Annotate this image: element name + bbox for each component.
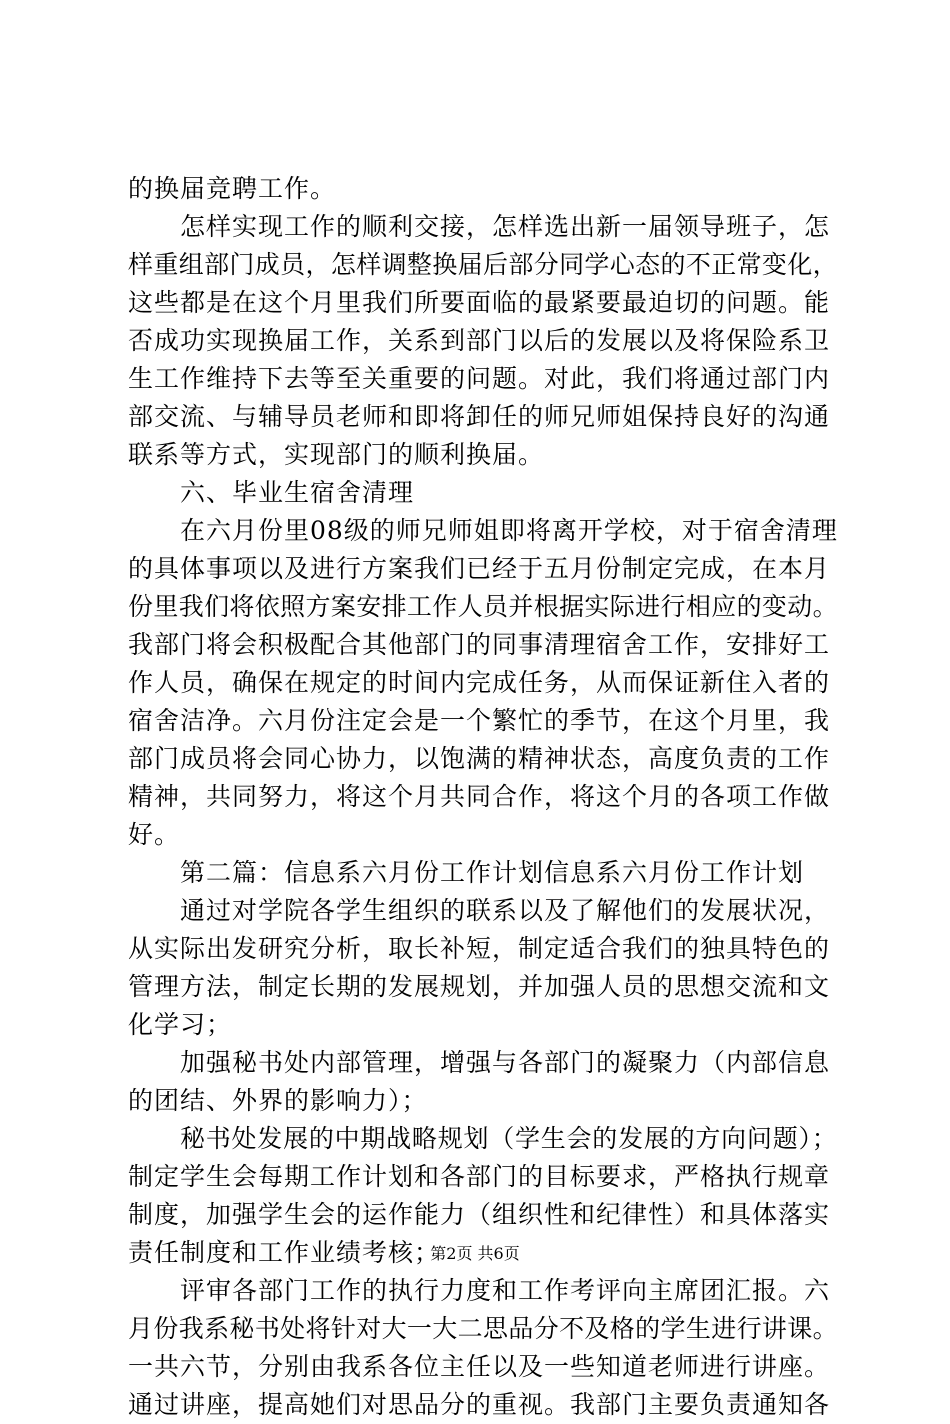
text-line: 化学习； — [128, 1010, 233, 1039]
text-line: 月份我系秘书处将针对大一大二思品分不及格的学生进行讲课。 — [128, 1314, 839, 1343]
text-line: 秘书处发展的中期战略规划（学生会的发展的方向问题）； — [180, 1124, 838, 1153]
text-line: 在六月份里08级的师兄师姐即将离开学校，对于宿舍清理 — [180, 516, 838, 545]
page-number-footer: 第2页 共6页 — [430, 1244, 520, 1263]
text-line: 制定学生会每期工作计划和各部门的目标要求，严格执行规章 — [128, 1162, 831, 1191]
text-line: 一共六节，分别由我系各位主任以及一些知道老师进行讲座。 — [128, 1352, 831, 1381]
text-line: 管理方法，制定长期的发展规划，并加强人员的思想交流和文 — [128, 972, 831, 1001]
text-line: 通过讲座，提高她们对思品分的重视。我部门主要负责通知各 — [128, 1390, 831, 1419]
text-line: 怎样实现工作的顺利交接，怎样选出新一届领导班子，怎 — [180, 212, 831, 241]
text-line: 部门成员将会同心协力，以饱满的精神状态，高度负责的工作 — [128, 744, 831, 773]
text-line: 的团结、外界的影响力）； — [128, 1086, 428, 1115]
text-line: 样重组部门成员，怎样调整换届后部分同学心态的不正常变化， — [128, 250, 839, 279]
text-line: 联系等方式，实现部门的顺利换届。 — [128, 440, 545, 469]
text-line: 第二篇：信息系六月份工作计划信息系六月份工作计划 — [180, 858, 805, 887]
document-body — [128, 170, 838, 1424]
text-line: 评审各部门工作的执行力度和工作考评向主席团汇报。六 — [180, 1276, 831, 1305]
text-line: 否成功实现换届工作，关系到部门以后的发展以及将保险系卫 — [128, 326, 831, 355]
text-line: 制度，加强学生会的运作能力（组织性和纪律性）和具体落实 — [128, 1200, 831, 1229]
text-line: 六、毕业生宿舍清理 — [180, 478, 415, 507]
text-line: 宿舍洁净。六月份注定会是一个繁忙的季节，在这个月里，我 — [128, 706, 831, 735]
text-line: 好。 — [128, 820, 181, 849]
text-line: 责任制度和工作业绩考核； — [128, 1238, 441, 1267]
text-line: 通过对学院各学生组织的联系以及了解他们的发展状况， — [180, 896, 831, 925]
text-line: 份里我们将依照方案安排工作人员并根据实际进行相应的变动。 — [128, 592, 839, 621]
text-line: 加强秘书处内部管理，增强与各部门的凝聚力（内部信息 — [180, 1048, 831, 1077]
text-line: 部交流、与辅导员老师和即将卸任的师兄师姐保持良好的沟通 — [128, 402, 831, 431]
text-line: 的具体事项以及进行方案我们已经于五月份制定完成，在本月 — [128, 554, 831, 583]
text-line: 精神，共同努力，将这个月共同合作，将这个月的各项工作做 — [128, 782, 831, 811]
text-line: 作人员，确保在规定的时间内完成任务，从而保证新住入者的 — [128, 668, 831, 697]
text-line: 我部门将会积极配合其他部门的同事清理宿舍工作，安排好工 — [128, 630, 831, 659]
text-line: 这些都是在这个月里我们所要面临的最紧要最迫切的问题。能 — [128, 288, 831, 317]
text-line: 生工作维持下去等至关重要的问题。对此，我们将通过部门内 — [128, 364, 831, 393]
text-line: 从实际出发研究分析，取长补短，制定适合我们的独具特色的 — [128, 934, 831, 963]
text-line: 的换届竞聘工作。 — [128, 174, 337, 203]
